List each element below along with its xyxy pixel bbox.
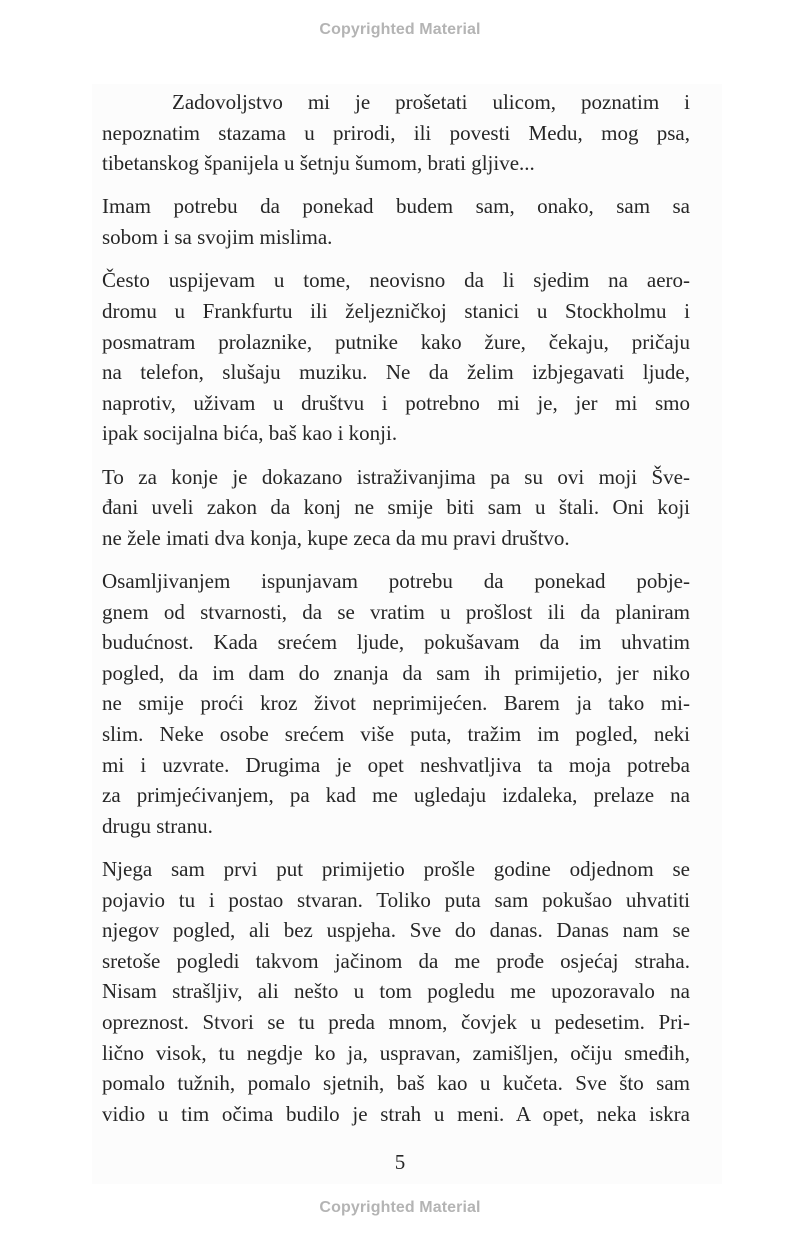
text-line: drugu stranu. <box>102 813 213 838</box>
paragraph <box>102 462 690 554</box>
text-line: Zadovoljstvo mi je prošetati ulicom, poznatim i <box>172 90 690 114</box>
page-number: 5 <box>394 1150 406 1174</box>
paragraph <box>102 265 690 449</box>
watermark-bottom: Copyrighted Material <box>319 1199 481 1216</box>
text-line: njegov pogled, ali bez uspjeha. Sve do danas. Danas nam se <box>102 918 690 943</box>
text-line: mi i uzvrate. Drugima je opet neshvatljiva ta moja potreba <box>102 752 690 777</box>
text-line: za primjećivanjem, pa kad me ugledaju izdaleka, prelaze na <box>102 783 690 808</box>
text-line: slim. Neke osobe srećem više puta, tražim im pogled, neki <box>102 722 690 747</box>
paragraph <box>102 191 690 252</box>
text-line: ipak socijalna bića, baš kao i konji. <box>102 421 398 446</box>
page-body <box>102 87 690 1142</box>
text-line: ne smije proći kroz život neprimijećen. Barem ja tako mi- <box>102 691 690 716</box>
text-line: pojavio tu i postao stvaran. Toliko puta sam pokušao uhvatiti <box>102 887 690 912</box>
watermark-top: Copyrighted Material <box>319 21 481 38</box>
text-line: na telefon, slušaju muziku. Ne da želim izbjegavati ljude, <box>102 360 690 385</box>
text-line: To za konje je dokazano istraživanjima pa su ovi moji Šve- <box>102 464 690 489</box>
text-line: Nisam strašljiv, ali nešto u tom pogledu me upozoravalo na <box>102 979 690 1004</box>
text-line: vidio u tim očima budilo je strah u meni. A opet, neka iskra <box>102 1101 690 1126</box>
text-line: Često uspijevam u tome, neovisno da li sjedim na aero- <box>102 268 690 293</box>
text-line: nepoznatim stazama u prirodi, ili povesti Medu, mog psa, <box>102 120 690 145</box>
text-line: pogled, da im dam do znanja da sam ih primijetio, jer niko <box>102 660 690 685</box>
text-line: tibetanskog španijela u šetnju šumom, brati gljive... <box>102 151 535 176</box>
paragraph <box>102 566 690 841</box>
text-line: pomalo tužnih, pomalo sjetnih, baš kao u kučeta. Sve što sam <box>102 1071 690 1096</box>
text-line: Imam potrebu da ponekad budem sam, onako, sam sa <box>102 194 690 219</box>
text-line: đani uveli zakon da konj ne smije biti sam u štali. Oni koji <box>102 495 690 520</box>
text-line: budućnost. Kada srećem ljude, pokušavam da im uhvatim <box>102 630 690 655</box>
text-line: posmatram prolaznike, putnike kako žure, čekaju, pričaju <box>102 329 690 354</box>
text-line: Njega sam prvi put primijetio prošle godine odjednom se <box>102 857 690 882</box>
text-line: lično visok, tu negdje ko ja, uspravan, zamišljen, očiju smeđih, <box>102 1040 690 1065</box>
text-line: ne žele imati dva konja, kupe zeca da mu pravi društvo. <box>102 525 570 550</box>
paragraph <box>102 87 690 179</box>
paragraph <box>102 854 690 1129</box>
text-line: gnem od stvarnosti, da se vratim u prošlost ili da planiram <box>102 599 690 624</box>
text-line: Osamljivanjem ispunjavam potrebu da ponekad pobje- <box>102 569 690 594</box>
text-line: sretoše pogledi takvom jačinom da me prođe osjećaj straha. <box>102 948 690 973</box>
text-line: opreznost. Stvori se tu preda mnom, čovjek u pedesetim. Pri- <box>102 1010 690 1035</box>
text-line: dromu u Frankfurtu ili željezničkoj stanici u Stockholmu i <box>102 298 690 323</box>
text-line: sobom i sa svojim mislima. <box>102 225 333 250</box>
text-line: naprotiv, uživam u društvu i potrebno mi je, jer mi smo <box>102 390 690 415</box>
